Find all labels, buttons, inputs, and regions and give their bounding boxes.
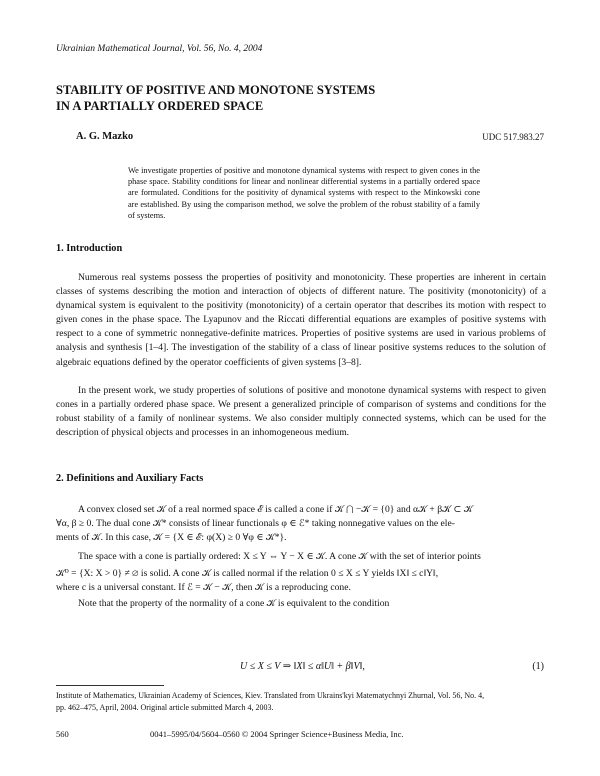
section-heading-introduction: 1. Introduction [56, 243, 123, 254]
introduction-paragraph-2: In the present work, we study properties of solutions of positive and monotone dynamical systems with respect to given cones in a partially ordered phase space. We present a generalized principle of comparison of systems and conditions for the robust stability of a family of nonlinear systems. We also consider multiply connected systems, which can be used for the description of physical objects and processes in an inhomogeneous medium. [56, 385, 546, 439]
footnote-line-1: Institute of Mathematics, Ukrainian Academy of Sciences, Kiev. Translated from Ukrains'kyi Matematychnyi Zhurnal, Vol. 56, No. 4, [56, 691, 485, 700]
footnote [56, 690, 546, 713]
title-line-1: STABILITY OF POSITIVE AND MONOTONE SYSTEMS [56, 83, 376, 97]
paper-title [56, 82, 536, 114]
definitions-line-3: ments of 𝒦. In this case, 𝒦 = {X ∈ ℰ: φ(X) ≥ 0 ∀φ ∈ 𝒦*}. [56, 532, 287, 543]
footnote-line-2: pp. 462–475, April, 2004. Original article submitted March 4, 2003. [56, 702, 274, 712]
abstract: We investigate properties of positive and monotone dynamical systems with respect to given cones in the phase space. Stability conditions for linear and nonlinear differential systems in a partially ordered space are formulated. Conditions for the positivity of dynamical systems with respect to the Minkowski cone are established. By using the comparison method, we solve the problem of the robust stability of a family of systems. [128, 166, 480, 220]
udc-code: UDC 517.983.27 [482, 132, 544, 142]
section-heading-definitions: 2. Definitions and Auxiliary Facts [56, 473, 204, 484]
title-line-2: IN A PARTIALLY ORDERED SPACE [56, 99, 264, 113]
equation-number: (1) [532, 661, 544, 672]
footnote-divider [56, 685, 164, 686]
author-name: A. G. Mazko [76, 131, 134, 142]
definitions-line-4: The space with a cone is partially ordered: X ≤ Y ⇔ Y − X ∈ 𝒦. A cone 𝒦 with the set of interior points [78, 551, 481, 562]
introduction-paragraph-1: Numerous real systems possess the properties of positivity and monotonicity. These properties are inherent in certain classes of systems describing the motion and interaction of objects of different nature. The positivity (monotonicity) of a dynamical system is equivalent to the positivity (monotonicity) of a certain operator that describes its motion with respect to given cones in the phase space. The Lyapunov and the Riccati differential equations are examples of positive systems with respect to a cone of symmetric nonnegative-definite matrices. Properties of positive systems are used in various problems of analysis and synthesis [1–4]. The investigation of the stability of a class of linear positive systems reduces to the solution of algebraic equations defined by the operator coefficients of given systems [3–8]. [56, 272, 546, 368]
copyright-line: 0041–5995/04/5604–0560 © 2004 Springer Science+Business Media, Inc. [150, 729, 404, 739]
definitions-line-6: where c is a universal constant. If ℰ = 𝒦 − 𝒦, then 𝒦 is a reproducing cone. [56, 582, 351, 593]
page-number: 560 [56, 729, 69, 739]
definitions-line-1: A convex closed set 𝒦 of a real normed space ℰ is called a cone if 𝒦 ⋂ −𝒦 = {0} and α𝒦 + β𝒦 ⊂ 𝒦 [78, 504, 473, 515]
equation-1: U ≤ X ≤ V ⇒ ‖X‖ ≤ α‖U‖ + β‖V‖, [240, 661, 365, 672]
definitions-line-5: 𝒦⁰ = {X: X > 0} ≠ ∅ is solid. A cone 𝒦 is called normal if the relation 0 ≤ X ≤ Y yields ‖X‖ ≤ c‖Y‖, [56, 568, 439, 579]
definitions-line-7: Note that the property of the normality of a cone 𝒦 is equivalent to the condition [78, 598, 390, 609]
journal-header: Ukrainian Mathematical Journal, Vol. 56, No. 4, 2004 [56, 44, 263, 54]
definitions-line-2: ∀α, β ≥ 0. The dual cone 𝒦* consists of linear functionals φ ∈ ℰ* taking nonnegative values on the ele- [56, 518, 455, 529]
